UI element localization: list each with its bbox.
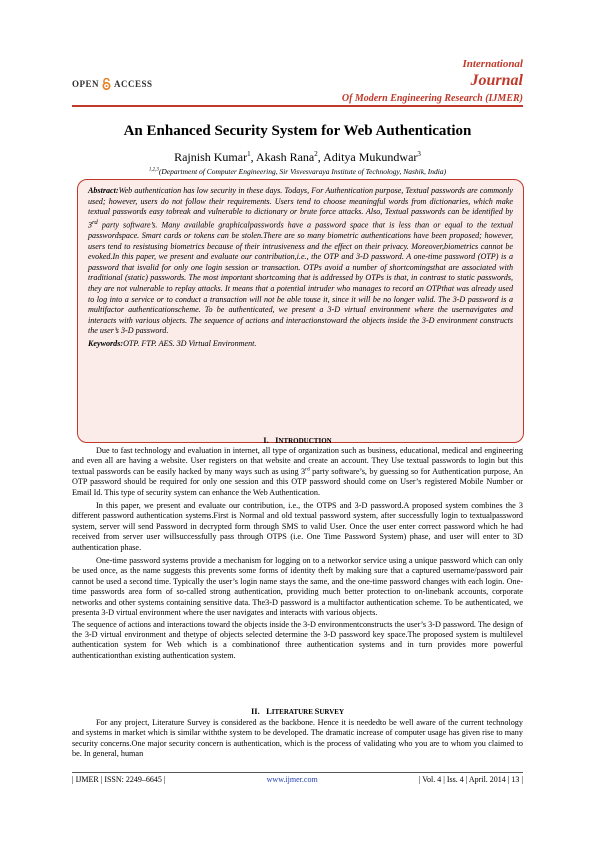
keywords-label: Keywords: — [88, 339, 124, 348]
abstract-sup: rd — [92, 218, 98, 226]
keywords-text: OTP. FTP. AES. 3D Virtual Environment. — [123, 339, 257, 348]
abstract-body-b: party software’s. Many available graphicalpasswords have a password space that is less than or equal to the textual passwordspace. Smart cards or tokens can be stolen.There are so many biometric authentications have been proposed; however, users tend to resistusing biometrics because of their intrusiveness and the effect on their privacy. Moreover,biometrics cannot be evoked.In this paper, we present and evaluate our contribution,i.e., the OTP and 3-D password. A one-time password (OTP) is a password that isvalid for only one login session or transaction. OTPs avoid a number of shortcomingsthat are associated with traditional (static) passwords. The most important shortcoming that is addressed by OTPs is that, in contrast to static passwords, they are not vulnerable to replay attacks. It means that a potential intruder who manages to record an OTPthat was already used to log into a service or to conduct a transaction will not be able touse it, since it will be no longer valid. The 3-D password is a multifactor authenticationscheme. To be authenticated, we present a 3-D virtual environment where the usernavigates and interacts with various objects. The sequence of actions and interactionstoward the objects inside the 3-D environment constructs the user’s 3-D password. — [88, 220, 513, 336]
author-sup: 2 — [314, 150, 318, 158]
abstract-label: Abstract: — [88, 186, 119, 195]
paper-title: An Enhanced Security System for Web Authentication — [123, 123, 472, 139]
author-name: Akash Rana — [255, 150, 315, 164]
author-name: Aditya Mukundwar — [323, 150, 418, 164]
affiliation-text: (Department of Computer Engineering, Sir Visvesvaraya Institute of Technology, Nashik, India) — [158, 167, 447, 176]
section-title-cap: L — [266, 706, 272, 716]
open-access-right: ACCESS — [114, 79, 153, 89]
paragraph-text: Due to fast technology and evaluation in internet, all type of organization such as business, educational, medical and engineering and even all are having a website. User registers on that website and create an account. They Use textual passwords to login but this textual passwords can be easily hacked by many ways such as using 3 — [72, 446, 523, 476]
paragraph — [72, 446, 523, 498]
paragraph: In this paper, we present and evaluate our contribution, i.e., the OTPS and 3-D password.A proposed system combines the 3 different password authentication systems.First is Normal and old textual password system, after successfully login to textualpassword system, server will send Password in decrypted form through SMS to valid User. Once the user enter correct password which he had received from server user willsuccessfully pass through OTPS (i.e. One Time Password System) phase, and user will enter to 3D authentication phase. — [72, 501, 523, 552]
abstract-body-a: Web authentication has low security in these days. Todays, For Authentication purpose, Textual passwords are commonly used; however, users do not follow their requirements. Users tend to choose meaningful words from dictionaries, which make textual passwords easy tobreak and vulnerable to dictionary or brute force attacks. Also, Textual passwords can be identified by 3 — [88, 186, 513, 230]
paragraph-text: party software’s, by guessing so for Authentication purpose, An OTP password should be required for only one session and this OTP password should come on User’s registered Mobile Number or Email Id. This type of security system can enhance the Web Authentication. — [72, 466, 523, 497]
section-title-rest: NTRODUCTION — [278, 437, 332, 445]
section-heading-literature-survey — [0, 706, 595, 716]
paragraph: For any project, Literature Survey is considered as the backbone. Hence it is neededto be well aware of the current technology and systems in market which is similar withthe system to be developed. The dramatic increase of computer usage has given rise to many security concerns.One major security concern is authentication, which is the process of validating who you are to whom you claimed to be. In general, human — [72, 718, 523, 759]
footer-divider — [72, 772, 523, 773]
paragraph: One-time password systems provide a mechanism for logging on to a networkor service using a unique password which can only be used once, as the name suggests this prevents some forms of identity theft by making sure that a captured username/password pair cannot be used a second time. Typically the user’s login name stays the same, and the one-time password changes with each login. One-time passwords area form of so-called strong authentication, providing much better protection to on-linebank accounts, corporate networks and other systems containing sensitive data. The3-D password is a multifactor authentication scheme. To be authenticated, we presenta 3-D virtual environment where the user navigates and interacts with various objects. — [72, 556, 523, 618]
open-access-logo — [72, 78, 153, 90]
abstract-box — [77, 179, 524, 443]
section-heading-introduction — [0, 435, 595, 445]
affiliation-sup: 1,2,3 — [148, 167, 159, 173]
introduction-body — [72, 446, 523, 662]
author-list: Rajnish Kumar$^1$, Akash Rana$^2$, Aditya Mukundwar$^3$ — [174, 150, 421, 164]
affiliation — [0, 167, 595, 176]
section-title-rest: ITERATURE — [271, 708, 315, 716]
open-lock-icon — [102, 78, 111, 90]
footer — [72, 775, 523, 784]
header-divider — [72, 105, 523, 107]
footer-left: | IJMER | ISSN: 2249–6645 | — [72, 775, 166, 784]
section-title-cap: I — [275, 435, 279, 445]
author-name: Rajnish Kumar — [174, 150, 248, 164]
journal-name-line1: International — [462, 58, 523, 70]
author-sup: 1 — [247, 150, 251, 158]
paragraph: The sequence of actions and interactions toward the objects inside the 3-D environmentconstructs the user’s 3-D password. The design of the 3-D virtual environment and thetype of objects selected determine the 3-D password key space.The proposed system is multilevel authentication system for Web which is a combinationof three authentication systems and in turn provides more powerful authenticationthan existing authentication system. — [72, 619, 523, 660]
section-numeral: II. — [250, 706, 260, 716]
section-title-rest: URVEY — [319, 708, 345, 716]
journal-name-line3: Of Modern Engineering Research (IJMER) — [341, 93, 523, 104]
author-sup: 3 — [417, 150, 421, 158]
keywords — [88, 339, 513, 350]
section-title-cap: S — [314, 706, 320, 716]
abstract-text — [88, 186, 513, 337]
section-numeral: I. — [263, 435, 269, 445]
open-access-left: OPEN — [72, 79, 100, 89]
footer-url-link[interactable]: www.ijmer.com — [266, 775, 318, 784]
literature-survey-body — [72, 718, 523, 761]
journal-name-line2: Journal — [470, 72, 523, 89]
paragraph-sup: rd — [305, 466, 310, 473]
footer-right: | Vol. 4 | Iss. 4 | April. 2014 | 13 | — [418, 775, 523, 784]
